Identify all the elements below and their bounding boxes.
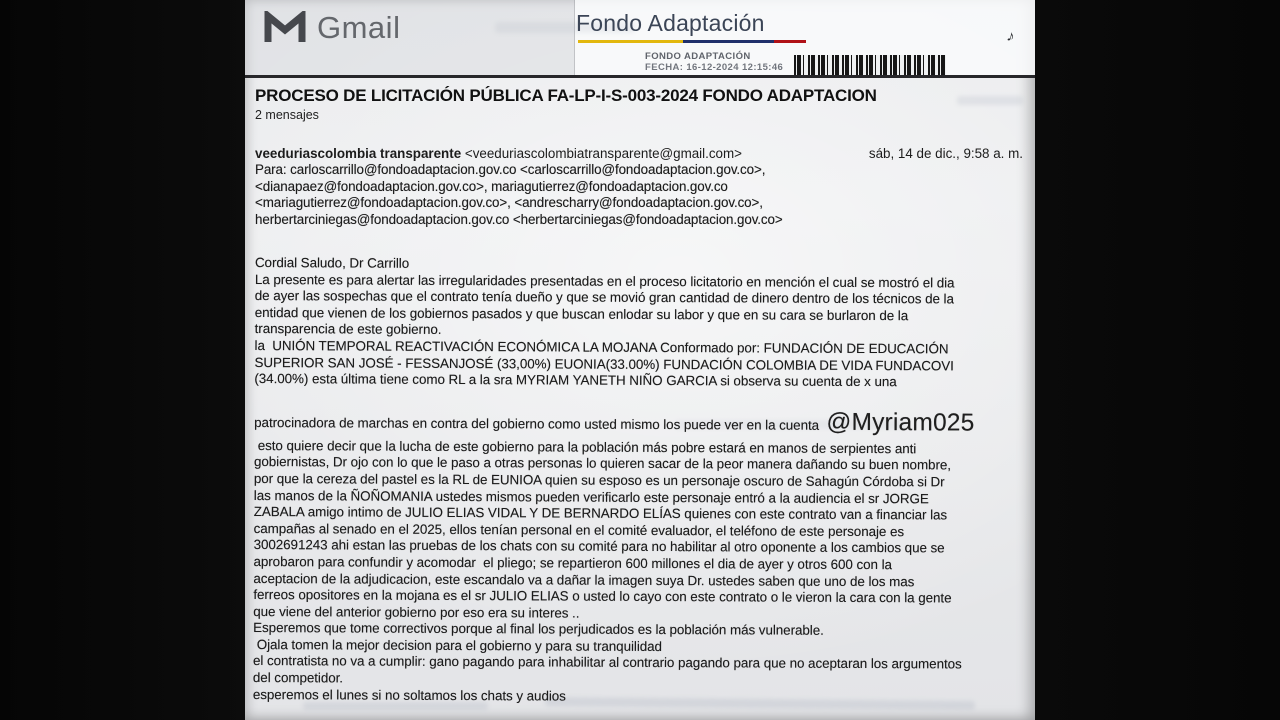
body-line: esto quiere decir que la lucha de este gobierno para la población más pobre estará en manos de serpientes anti	[254, 437, 917, 457]
body-line: La presente es para alertar las irregularidades presentadas en el proceso licitatorio en mención el cual se mostró el dia	[254, 271, 955, 291]
body-line: campañas al senado en el 2025, ellos tenían personal en el comité evaluador, el teléfono de este personaje es	[253, 520, 905, 539]
social-handle-line	[254, 408, 1026, 442]
body-paragraph	[253, 438, 1026, 707]
recipient-line: <mariagutierrez@fondoadaptacion.gov.co>, <andrescharry@fondoadaptacion.gov.co>,	[255, 195, 763, 211]
email-header-block	[255, 146, 1027, 228]
body-line: aprobaron para confundir y acomodar el pliego; se repartieron 600 millones el dia de ayer y otros 600 con la	[253, 553, 892, 573]
body-paragraph	[254, 338, 1026, 392]
body-line: gobiernistas, Dr ojo con lo que le paso a otras personas lo quieren sacar de la peor manera dañando su buen nombre,	[253, 454, 951, 473]
body-line: 3002691243 ahi estan las pruebas de los chats con su comité para no habilitar al otro oponente a los cambios que se	[253, 537, 945, 556]
stamp-date: FECHA: 16-12-2024 12:15:46	[645, 62, 784, 73]
header-divider	[245, 75, 1035, 78]
sender-address: <veeduriascolombiatransparente@gmail.com>	[461, 146, 742, 161]
barcode	[794, 55, 946, 75]
body-line: SUPERIOR SAN JOSÉ - FESSANJOSÉ (33,00%) EUONIA(33.00%) FUNDACIÓN COLOMBIA DE VIDA FUNDACOVI	[254, 354, 954, 374]
email-date: sáb, 14 de dic., 9:58 a. m.	[868, 146, 1023, 161]
body-line: Cordial Saludo, Dr Carrillo	[254, 255, 410, 271]
recipient-line: herbertarciniegas@fondoadaptacion.gov.co <herbertarciniegas@fondoadaptacion.gov.co>	[255, 211, 783, 227]
body-line: entidad que vienen de los gobiernos pasados y que buscan enlodar su labor y que en su cara se burlaron de la	[254, 304, 909, 324]
body-line: que viene del anterior gobierno por eso era su interes ..	[253, 603, 580, 621]
recipient-line: <dianapaez@fondoadaptacion.gov.co>, mariagutierrez@fondoadaptacion.gov.co	[255, 178, 728, 194]
body-line: (34.00%) esta última tiene como RL a la sra MYRIAM YANETH NIÑO GARCIA si observa su cuenta de x una	[254, 371, 897, 390]
body-line: el contratista no va a cumplir: gano pagando para inhabilitar al contrario pagando para que no aceptaran los argumentos	[252, 653, 962, 672]
gmail-m-icon	[263, 11, 307, 45]
body-line: la UNIÓN TEMPORAL REACTIVACIÓN ECONÓMICA LA MOJANA Conformado por: FUNDACIÓN DE EDUCACIÓN	[254, 337, 949, 357]
recipient-line: Para: carloscarrillo@fondoadaptacion.gov.co <carloscarrillo@fondoadaptacion.gov.co>,	[255, 162, 766, 178]
scanned-document	[245, 0, 1035, 720]
body-line: ferreos opositores en la mojana es el sr JULIO ELIAS o usted lo cayo con este contrato o le vieron la cara con la gente	[253, 587, 952, 606]
gmail-logo	[263, 10, 400, 46]
body-line: Ojala tomen la mejor decision para el gobierno y para su tranquilidad	[253, 636, 663, 654]
ink-mark-icon: ♪	[1005, 27, 1017, 46]
body-line: ZABALA amigo intimo de JULIO ELIAS VIDAL Y DE BERNARDO ELÍAS quienes con este contrato van a financiar las	[253, 504, 948, 523]
twitter-handle: @Myriam025	[826, 408, 975, 437]
email-body	[253, 255, 1027, 707]
from-row	[255, 146, 1027, 162]
body-paragraph	[255, 255, 1027, 342]
body-line: Esperemos que tome correctivos porque al final los perjudicados es la población más vulnerable.	[253, 620, 824, 639]
email-printout	[252, 86, 1027, 704]
colombia-flag-underline	[578, 40, 806, 43]
body-line: transparencia de este gobierno.	[254, 321, 442, 338]
handle-line-text: patrocinadora de marchas en contra del gobierno como usted mismo los puede ver en la cuenta	[254, 414, 827, 433]
body-line: del competidor.	[252, 670, 344, 686]
body-line: esperemos el lunes si no soltamos los chats y audios	[252, 686, 566, 704]
body-line: de ayer las sospechas que el contrato tenía dueño y que se movió gran cantidad de dinero dentro de los técnicos de la	[254, 288, 954, 307]
sender-name: veeduriascolombia transparente	[255, 146, 462, 161]
body-line: aceptacion de la adjudicacion, este escandalo va a dañar la imagen suya Dr. ustedes saben que uno de los mas	[253, 570, 915, 589]
radication-date-stamp	[645, 51, 783, 73]
stamp-entity: FONDO ADAPTACIÓN	[645, 51, 751, 62]
messages-count: 2 mensajes	[255, 108, 319, 122]
gmail-logo-text: Gmail	[317, 10, 401, 45]
email-subject: PROCESO DE LICITACIÓN PÚBLICA FA-LP-I-S-003-2024 FONDO ADAPTACION	[255, 86, 877, 105]
fondo-adaptacion-logo	[576, 10, 806, 43]
body-line: por que la cereza del pastel es la RL de EUNIOA quien su esposo es un personaje oscuro de Sahagún Córdoba si Dr	[253, 470, 945, 490]
sender	[255, 146, 742, 162]
fondo-logo-text: Fondo Adaptación	[576, 10, 765, 36]
body-line: las manos de la ÑOÑOMANIA ustedes mismos pueden verificarlo este personaje entró a la audiencia el sr JORGE	[253, 487, 929, 506]
recipients	[255, 162, 1027, 228]
